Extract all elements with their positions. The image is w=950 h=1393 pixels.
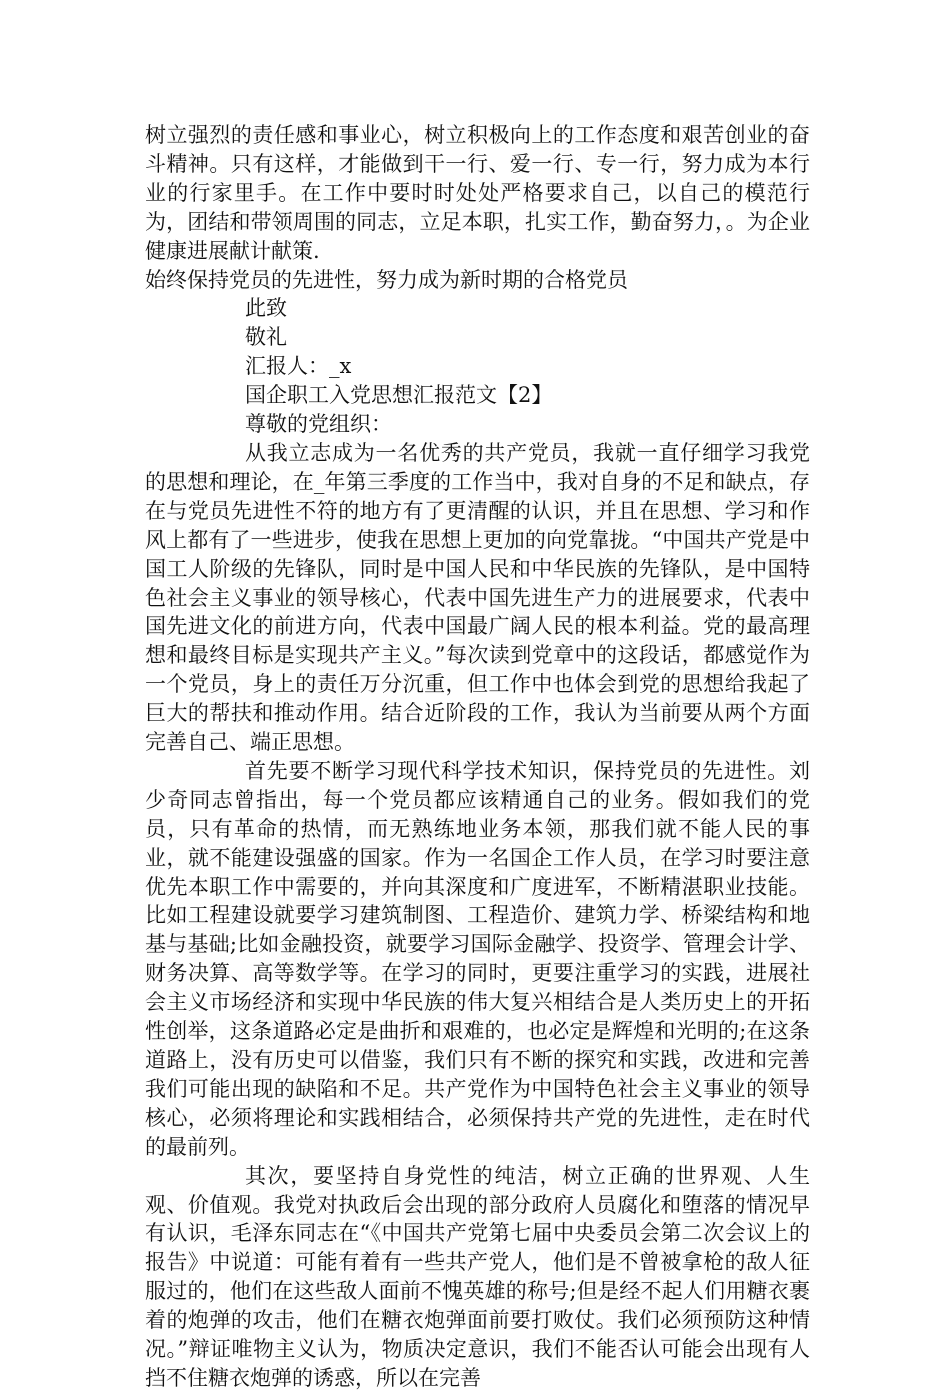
slogan-line: 始终保持党员的先进性，努力成为新时期的合格党员 <box>145 267 628 292</box>
body-paragraph: 其次，要坚持自身党性的纯洁，树立正确的世界观、人生观、价值观。我党对执政后会出现的部分政府人员腐化和堕落的情况早有认识，毛泽东同志在“《中国共产党第七届中央委员会第二次会议上的报告》中说道：可能有着有一些共产党人，他们是不曾被拿枪的敌人征服过的，他们在这些敌人面前不愧英雄的称号;但是经不起人们用糖衣裹着的炮弹的攻击，他们在糖衣炮弹面前要打败仗。我们必须预防这种情况。”辩证唯物主义认为，物质决定意识，我们不能否认可能会出现有人挡不住糖衣炮弹的诱惑，所以在完善 <box>145 1163 810 1390</box>
body-paragraph: 从我立志成为一名优秀的共产党员，我就一直仔细学习我党的思想和理论，在_年第三季度的工作当中，我对自身的不足和缺点，存在与党员先进性不符的地方有了更清醒的认识，并且在思想、学习和作风上都有了一些进步，使我在思想上更加的向党靠拢。“中国共产党是中国工人阶级的先锋队，同时是中国人民和中华民族的先锋队，是中国特色社会主义事业的领导核心，代表中国先进生产力的进展要求，代表中国先进文化的前进方向，代表中国最广阔人民的根本利益。党的最高理想和最终目标是实现共产主义。”每次读到党章中的这段话，都感觉作为一个党员，身上的责任万分沉重，但工作中也体会到党的思想给我起了巨大的帮扶和推动作用。结合近阶段的工作，我认为当前要从两个方面完善自己、端正思想。 <box>145 440 810 755</box>
closing-greeting: 此致 <box>245 296 287 321</box>
body-paragraph: 树立强烈的责任感和事业心，树立积极向上的工作态度和艰苦创业的奋斗精神。只有这样，才能做到干一行、爱一行、专一行，努力成为本行业的行家里手。在工作中要时时处处严格要求自己，以自己的模范行为，团结和带领周围的同志，立足本职，扎实工作，勤奋努力，。为企业健康进展献计献策. <box>145 123 810 263</box>
reporter-line: 汇报人：_x <box>245 354 352 379</box>
document-body <box>145 121 810 1393</box>
section-title: 国企职工入党思想汇报范文【2】 <box>245 383 553 408</box>
salutation: 尊敬的党组织： <box>245 412 392 437</box>
closing-salute: 敬礼 <box>245 325 287 350</box>
body-paragraph: 首先要不断学习现代科学技术知识，保持党员的先进性。刘少奇同志曾指出，每一个党员都应该精通自己的业务。假如我们的党员，只有革命的热情，而无熟练地业务本领，那我们就不能人民的事业，就不能建设强盛的国家。作为一名国企工作人员，在学习时要注意优先本职工作中需要的，并向其深度和广度进军，不断精湛职业技能。比如工程建设就要学习建筑制图、工程造价、建筑力学、桥梁结构和地基与基础;比如金融投资，就要学习国际金融学、投资学、管理会计学、财务决算、高等数学等。在学习的同时，更要注重学习的实践，进展社会主义市场经济和实现中华民族的伟大复兴相结合是人类历史上的开拓性创举，这条道路必定是曲折和艰难的，也必定是辉煌和光明的;在这条道路上，没有历史可以借鉴，我们只有不断的探究和实践，改进和完善我们可能出现的缺陷和不足。共产党作为中国特色社会主义事业的领导核心，必须将理论和实践相结合，必须保持共产党的先进性，走在时代的最前列。 <box>145 758 810 1159</box>
